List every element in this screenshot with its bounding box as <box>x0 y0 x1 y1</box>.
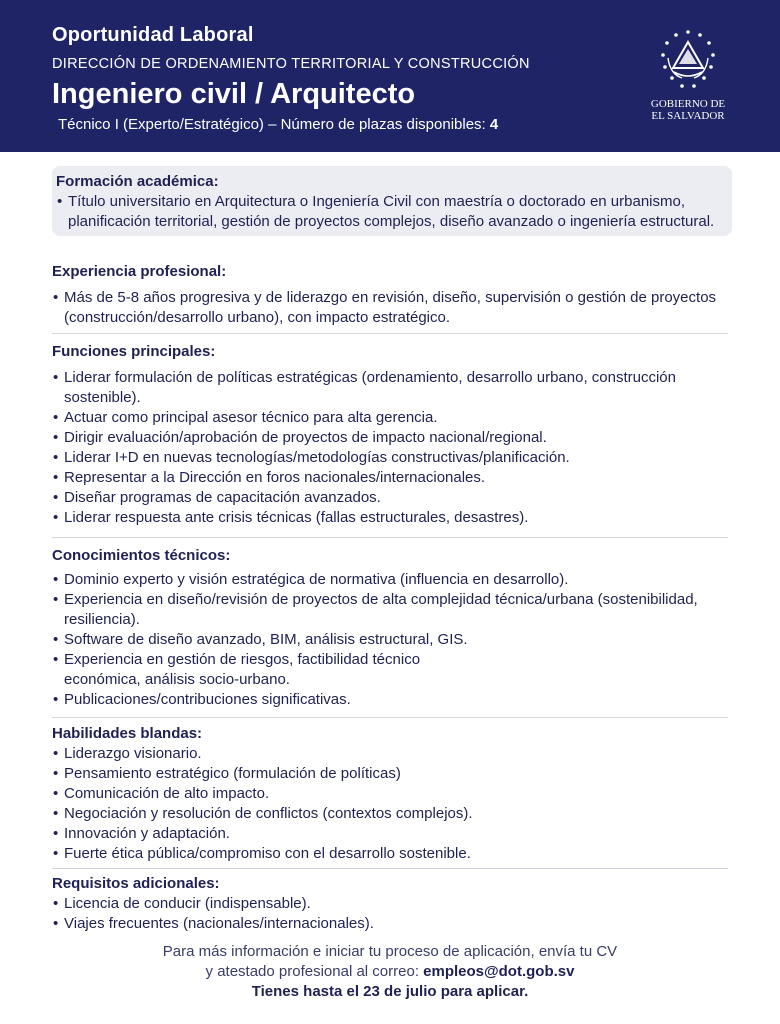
list-item: • Viajes frecuentes (nacionales/internacionales). <box>52 914 732 934</box>
list-item: • Fuerte ética pública/compromiso con el desarrollo sostenible. <box>52 844 732 864</box>
subtitle-text: Técnico I (Experto/Estratégico) – Número de plazas disponibles: <box>58 116 490 133</box>
page-title: Ingeniero civil / Arquitecto <box>52 78 416 110</box>
list-item: • Licencia de conducir (indispensable). <box>52 894 732 914</box>
contact-email-link[interactable]: empleos@dot.gob.sv <box>423 963 575 980</box>
section-main-functions <box>52 342 732 528</box>
department-name: DIRECCIÓN DE ORDENAMIENTO TERRITORIAL Y CONSTRUCCIÓN <box>52 56 530 72</box>
government-logo-text <box>636 98 740 122</box>
list-item: • Liderar formulación de políticas estratégicas (ordenamiento, desarrollo urbano, construcción sostenible). <box>52 368 732 408</box>
divider <box>52 717 728 718</box>
list-item: • Innovación y adaptación. <box>52 824 732 844</box>
bullet-list <box>56 192 726 232</box>
header-label: Oportunidad Laboral <box>52 24 254 46</box>
section-title: Conocimientos técnicos: <box>52 547 231 564</box>
bullet-list <box>52 368 732 528</box>
positions-count: 4 <box>489 116 499 133</box>
divider <box>52 333 728 334</box>
divider <box>52 537 728 538</box>
list-item: • Software de diseño avanzado, BIM, análisis estructural, GIS. <box>52 630 732 650</box>
bullet-list <box>52 894 732 934</box>
divider <box>52 868 728 869</box>
position-subtitle <box>58 116 498 133</box>
logo-line-2: EL SALVADOR <box>651 110 725 122</box>
list-item: • Liderar respuesta ante crisis técnicas (fallas estructurales, desastres). <box>52 508 732 528</box>
section-additional-requirements <box>52 874 732 934</box>
bullet-list <box>52 744 732 864</box>
footer <box>0 942 780 1002</box>
bullet-list <box>52 570 732 710</box>
list-item: • Experiencia en diseño/revisión de proyectos de alta complejidad técnica/urbana (sostenibilidad, resiliencia). <box>52 590 732 630</box>
section-academic-training <box>52 166 732 236</box>
list-item: • Liderar I+D en nuevas tecnologías/metodologías constructivas/planificación. <box>52 448 732 468</box>
list-item: • Negociación y resolución de conflictos (contextos complejos). <box>52 804 732 824</box>
list-item: • Liderazgo visionario. <box>52 744 732 764</box>
deadline-text <box>0 982 780 1002</box>
section-title: Funciones principales: <box>52 343 216 360</box>
section-title: Requisitos adicionales: <box>52 875 220 892</box>
section-professional-experience <box>52 262 732 328</box>
bullet-list <box>52 288 732 328</box>
list-item: • Representar a la Dirección en foros nacionales/internacionales. <box>52 468 732 488</box>
list-item: • Diseñar programas de capacitación avanzados. <box>52 488 732 508</box>
list-item: • Comunicación de alto impacto. <box>52 784 732 804</box>
list-item: • Pensamiento estratégico (formulación de políticas) <box>52 764 732 784</box>
list-item: • Experiencia en gestión de riesgos, factibilidad técnico económica, análisis socio-urbano. <box>52 650 492 690</box>
section-soft-skills <box>52 724 732 864</box>
deadline-bold: Tienes hasta el 23 de julio para aplicar. <box>251 983 529 1000</box>
section-title: Formación académica: <box>56 173 219 190</box>
section-technical-knowledge <box>52 546 732 710</box>
list-item: • Más de 5-8 años progresiva y de liderazgo en revisión, diseño, supervisión o gestión de proyectos (construcción/desarrollo urbano), con impacto estratégico. <box>52 288 732 328</box>
list-item: • Dominio experto y visión estratégica de normativa (influencia en desarrollo). <box>52 570 732 590</box>
footer-email-line <box>0 962 780 982</box>
logo-line-1: GOBIERNO DE <box>650 98 726 110</box>
list-item: • Dirigir evaluación/aprobación de proyectos de impacto nacional/regional. <box>52 428 732 448</box>
footer-info-line: Para más información e iniciar tu proceso de aplicación, envía tu CV <box>162 943 618 960</box>
list-item: • Título universitario en Arquitectura o Ingeniería Civil con maestría o doctorado en urbanismo, planificación territorial, gestión de proyectos complejos, diseño avanzado o ingeniería estructural. <box>56 192 726 232</box>
section-title: Habilidades blandas: <box>52 725 203 742</box>
el-salvador-coat-of-arms-icon <box>652 28 724 94</box>
section-title: Experiencia profesional: <box>52 263 227 280</box>
list-item: • Publicaciones/contribuciones significativas. <box>52 690 732 710</box>
header-banner <box>0 0 780 152</box>
list-item: • Actuar como principal asesor técnico para alta gerencia. <box>52 408 732 428</box>
footer-email-prefix: y atestado profesional al correo: <box>205 963 424 980</box>
